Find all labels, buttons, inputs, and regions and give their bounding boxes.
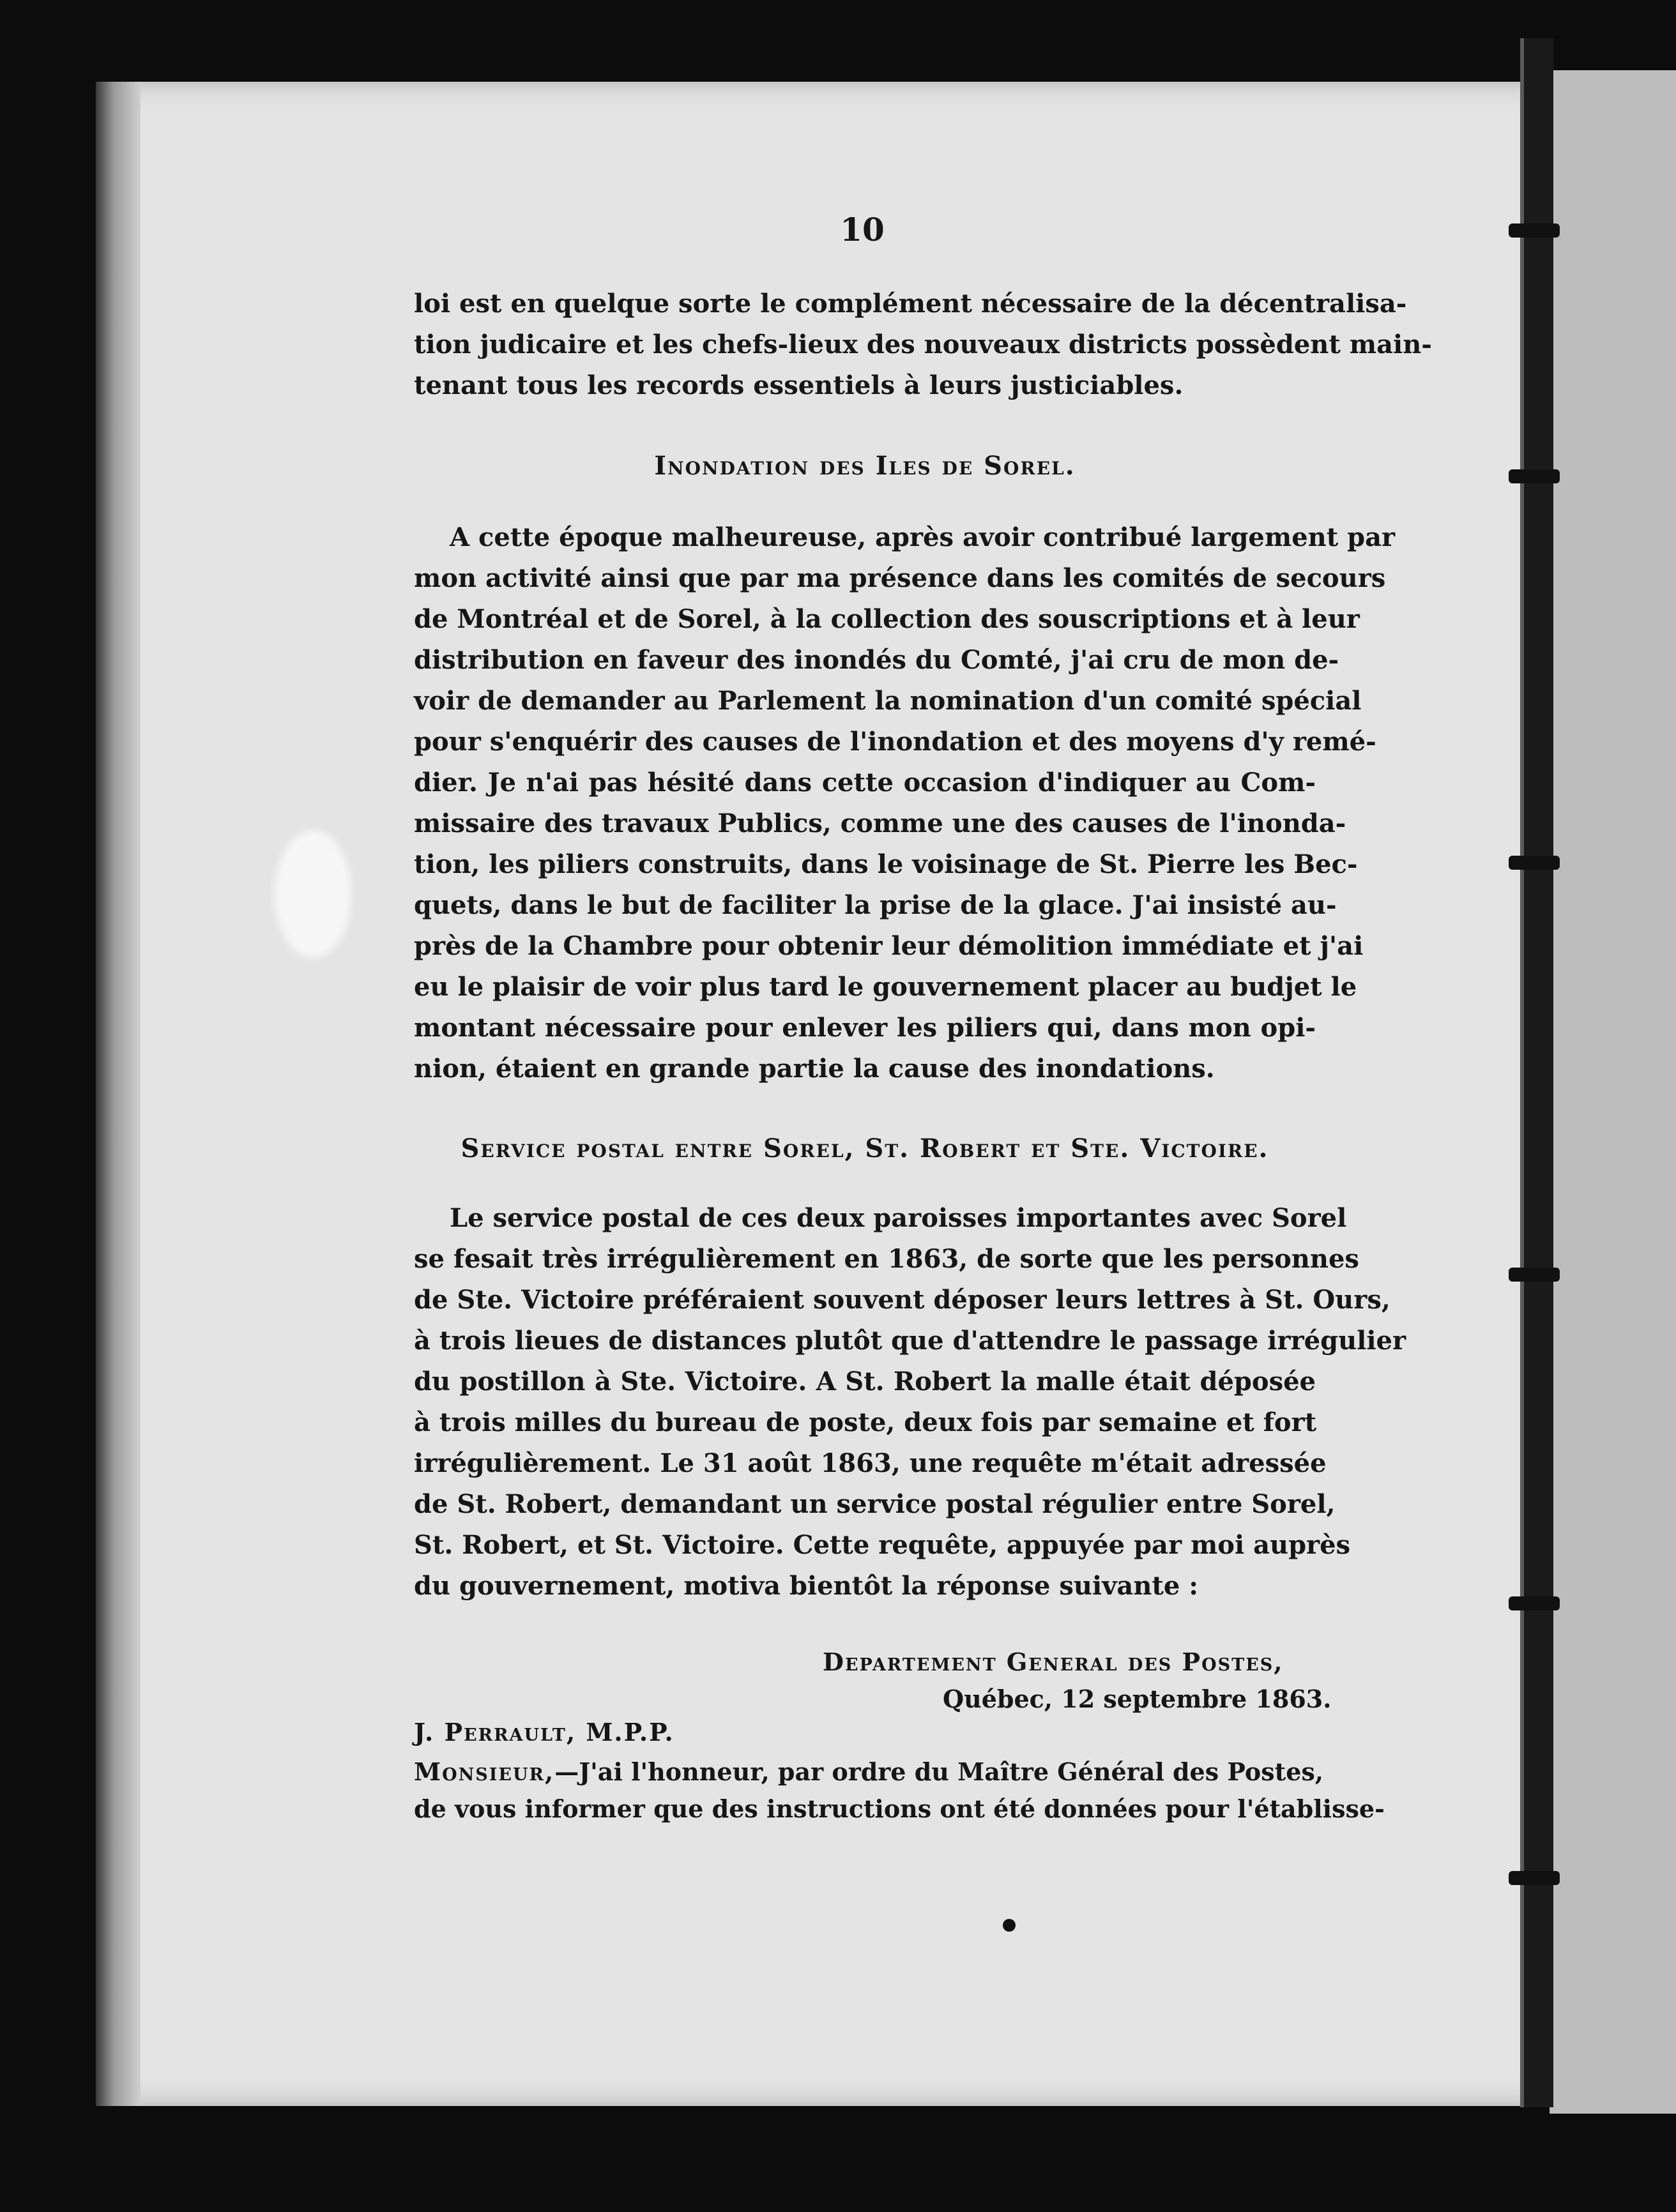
binding-stitch <box>1509 856 1560 870</box>
intro-paragraph <box>414 284 1432 406</box>
text-line: du gouvernement, motiva bientôt la réponse suivante : <box>414 1571 1199 1601</box>
binding-stitch <box>1509 1871 1560 1885</box>
binding-strip <box>1520 38 1553 2107</box>
text-line: de Ste. Victoire préféraient souvent déposer leurs lettres à St. Ours, <box>414 1285 1390 1315</box>
text-line: du postillon à Ste. Victoire. A St. Robert la malle était déposée <box>414 1367 1316 1397</box>
text-line: St. Robert, et St. Victoire. Cette requête, appuyée par moi auprès <box>414 1530 1351 1560</box>
letter-addressee: J. Perrault, M.P.P. <box>414 1718 674 1746</box>
text-line: nion, étaient en grande partie la cause des inondations. <box>414 1054 1215 1084</box>
ink-dot <box>1003 1919 1016 1932</box>
section-inondation-paragraph <box>414 517 1396 1089</box>
adjacent-page-edge <box>1550 70 1676 2114</box>
letter-line: —J'ai l'honneur, par ordre du Maître Général des Postes, <box>554 1757 1323 1786</box>
section-heading-inondation: Inondation des Iles de Sorel. <box>654 451 1076 481</box>
text-line: loi est en quelque sorte le complément nécessaire de la décentralisa- <box>414 289 1407 319</box>
text-line: de St. Robert, demandant un service postal régulier entre Sorel, <box>414 1489 1336 1519</box>
text-line: se fesait très irrégulièrement en 1863, de sorte que les personnes <box>414 1244 1359 1274</box>
text-line: pour s'enquérir des causes de l'inondation et des moyens d'y remé- <box>414 727 1376 757</box>
paper-smudge <box>275 830 351 958</box>
page-number: 10 <box>840 211 885 248</box>
binding-stitch <box>1509 1268 1560 1282</box>
text-line: à trois milles du bureau de poste, deux fois par semaine et fort <box>414 1407 1317 1437</box>
section-heading-service-postal: Service postal entre Sorel, St. Robert et Ste. Victoire. <box>461 1133 1269 1163</box>
section-service-postal-paragraph <box>414 1198 1406 1607</box>
binding-stitch <box>1509 223 1560 238</box>
text-line: voir de demander au Parlement la nomination d'un comité spécial <box>414 686 1362 716</box>
text-line: A cette époque malheureuse, après avoir contribué largement par <box>450 522 1396 552</box>
text-line: eu le plaisir de voir plus tard le gouvernement placer au budjet le <box>414 972 1357 1002</box>
text-line: de vous informer que des instructions ont été données pour l'établisse- <box>414 1794 1385 1823</box>
text-line: Le service postal de ces deux paroisses importantes avec Sorel <box>450 1203 1347 1233</box>
text-line: tion judicaire et les chefs-lieux des nouveaux districts possèdent main- <box>414 330 1432 360</box>
letter-place-date: Québec, 12 septembre 1863. <box>943 1685 1332 1713</box>
text-line: à trois lieues de distances plutôt que d'attendre le passage irrégulier <box>414 1326 1406 1356</box>
text-line: irrégulièrement. Le 31 août 1863, une requête m'était adressée <box>414 1448 1327 1478</box>
text-line: mon activité ainsi que par ma présence dans les comités de secours <box>414 563 1386 593</box>
text-line: près de la Chambre pour obtenir leur démolition immédiate et j'ai <box>414 931 1364 961</box>
binding-stitch <box>1509 469 1560 483</box>
text-line: tenant tous les records essentiels à leurs justiciables. <box>414 370 1184 400</box>
text-line: montant nécessaire pour enlever les piliers qui, dans mon opi- <box>414 1013 1316 1043</box>
text-line: dier. Je n'ai pas hésité dans cette occasion d'indiquer au Com- <box>414 768 1316 798</box>
text-line: de Montréal et de Sorel, à la collection des souscriptions et à leur <box>414 604 1360 634</box>
text-line <box>414 1754 1323 1791</box>
text-line: quets, dans le but de faciliter la prise de la glace. J'ai insisté au- <box>414 890 1337 920</box>
letter-body <box>414 1754 1385 1828</box>
text-line: missaire des travaux Publics, comme une des causes de l'inonda- <box>414 808 1346 838</box>
text-line: distribution en faveur des inondés du Comté, j'ai cru de mon de- <box>414 645 1339 675</box>
text-line: tion, les piliers construits, dans le voisinage de St. Pierre les Bec- <box>414 849 1358 879</box>
letter-salutation: Monsieur, <box>414 1757 555 1786</box>
binding-stitch <box>1509 1596 1560 1610</box>
page-left-edge-shadow <box>96 82 141 2106</box>
letter-department: Departement General des Postes, <box>823 1648 1284 1676</box>
